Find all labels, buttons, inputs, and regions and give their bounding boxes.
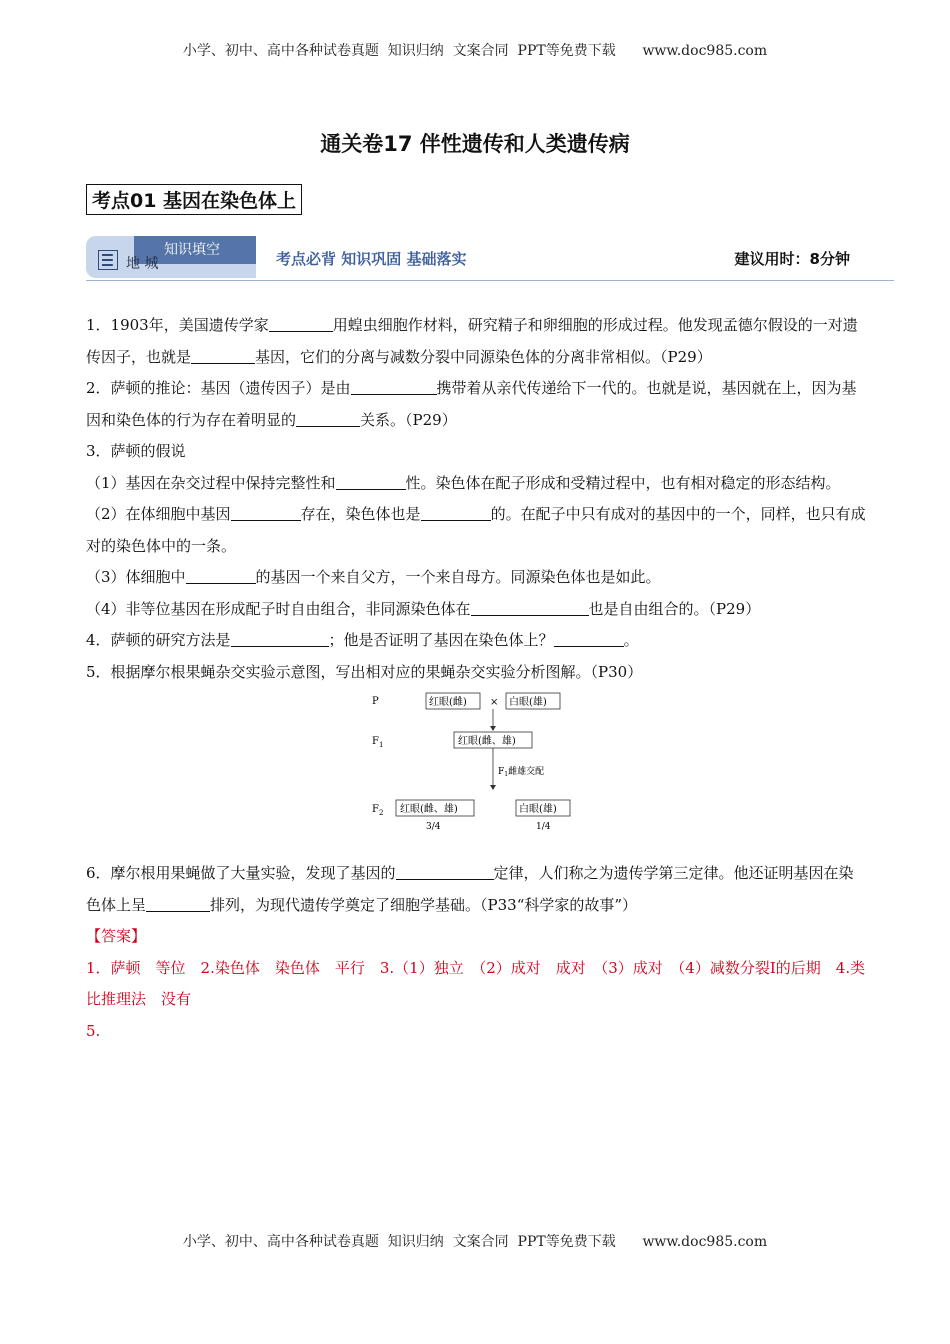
badge-sub: 地 城 bbox=[126, 256, 159, 272]
label-f1: $F_1$ bbox=[372, 736, 384, 749]
blank[interactable] bbox=[191, 348, 255, 364]
question-1: 1．1903年，美国遗传学家 用蝗虫细胞作材料，研究精子和卵细胞的形成过程。他发现孟德尔假设的一对遗传因子，也就是 基因，它们的分离与减数分裂中同源染色体的分离非常相似。（P29） bbox=[86, 316, 858, 366]
question-3-1: （1）基因在杂交过程中保持完整性和 性。染色体在配子形成和受精过程中，也有相对稳定的形态结构。 bbox=[86, 473, 841, 492]
text-f1-red: 红眼(雌、雄) bbox=[458, 736, 516, 747]
question-3-2: （2）在体细胞中基因 存在，染色体也是 的。在配子中只有成对的基因中的一个，同样，也只有成对的染色体中的一条。 bbox=[86, 505, 866, 555]
text-f2-red: 红眼(雌、雄) bbox=[400, 804, 458, 815]
blank[interactable] bbox=[336, 474, 406, 490]
arrow-down-icon bbox=[490, 726, 496, 731]
section-band bbox=[86, 236, 894, 281]
answer-line-2: 5. bbox=[86, 1021, 101, 1040]
question-3-title: 3．萨顿的假说 bbox=[86, 442, 186, 460]
answer-label: 【答案】 bbox=[86, 927, 147, 945]
blank[interactable] bbox=[269, 316, 333, 332]
blank[interactable] bbox=[296, 411, 360, 427]
text-white-male: 白眼(雄) bbox=[509, 697, 547, 708]
blank[interactable] bbox=[231, 631, 329, 647]
question-2: 2．萨顿的推论：基因（遗传因子）是由 携带着从亲代传递给下一代的。也就是说，基因就在上，因为基因和染色体的行为存在着明显的 关系。（P29） bbox=[86, 379, 857, 429]
ratio-white: 1/4 bbox=[536, 822, 551, 832]
cross-diagram-svg bbox=[366, 688, 586, 858]
badge bbox=[86, 236, 256, 278]
question-4: 4．萨顿的研究方法是 ；他是否证明了基因在染色体上？ 。 bbox=[86, 631, 639, 649]
question-3-4: （4）非等位基因在形成配子时自由组合，非同源染色体在 也是自由组合的。（P29） bbox=[86, 599, 761, 618]
text-red-female: 红眼(雌) bbox=[429, 697, 467, 708]
question-5: 5．根据摩尔根果蝇杂交实验示意图，写出相对应的果蝇杂交实验分析图解。（P30） bbox=[86, 662, 643, 681]
blank[interactable] bbox=[421, 505, 491, 521]
label-p: P bbox=[372, 696, 379, 707]
exercise-body bbox=[86, 310, 866, 1047]
page-title: 通关卷17 伴性遗传和人类遗传病 bbox=[320, 132, 630, 156]
cross-diagram bbox=[86, 688, 866, 858]
section-heading: 考点01 基因在染色体上 bbox=[86, 184, 302, 215]
text-mating: $F_1$雌雄交配 bbox=[498, 767, 545, 778]
question-6: 6．摩尔根用果蝇做了大量实验，发现了基因的 定律，人们称之为遗传学第三定律。他还证明基因在染色体上呈 排列，为现代遗传学奠定了细胞学基础。（P33“科学家的故事”） bbox=[86, 864, 854, 914]
answer-line-1: 1．萨顿 等位 2.染色体 染色体 平行 3.（1）独立 （2）成对 成对 （3）成对 （4）减数分裂Ⅰ的后期 4.类比推理法 没有 bbox=[86, 958, 866, 1008]
question-3-3: （3）体细胞中 的基因一个来自父方，一个来自母方。同源染色体也是如此。 bbox=[86, 568, 661, 586]
book-icon bbox=[98, 250, 118, 270]
blank[interactable] bbox=[231, 505, 301, 521]
band-slogan: 考点必背 知识巩固 基础落实 bbox=[276, 250, 467, 268]
arrow-down-icon bbox=[490, 785, 496, 790]
blank[interactable] bbox=[186, 568, 256, 584]
cross-symbol: × bbox=[490, 697, 499, 708]
blank[interactable] bbox=[554, 631, 624, 647]
page-footer: 小学、初中、高中各种试卷真题 知识归纳 文案合同 PPT等免费下载 www.doc985.com bbox=[182, 1234, 768, 1250]
blank[interactable] bbox=[396, 864, 494, 880]
label-f2: $F_2$ bbox=[372, 804, 384, 817]
blank[interactable] bbox=[471, 600, 589, 616]
blank[interactable] bbox=[351, 379, 437, 395]
badge-label: 知识填空 bbox=[164, 242, 220, 258]
suggested-time: 建议用时：8分钟 bbox=[734, 250, 850, 268]
ratio-red: 3/4 bbox=[426, 822, 441, 832]
text-f2-white: 白眼(雄) bbox=[519, 804, 557, 815]
page-header: 小学、初中、高中各种试卷真题 知识归纳 文案合同 PPT等免费下载 www.doc985.com bbox=[182, 43, 768, 59]
blank[interactable] bbox=[146, 896, 210, 912]
